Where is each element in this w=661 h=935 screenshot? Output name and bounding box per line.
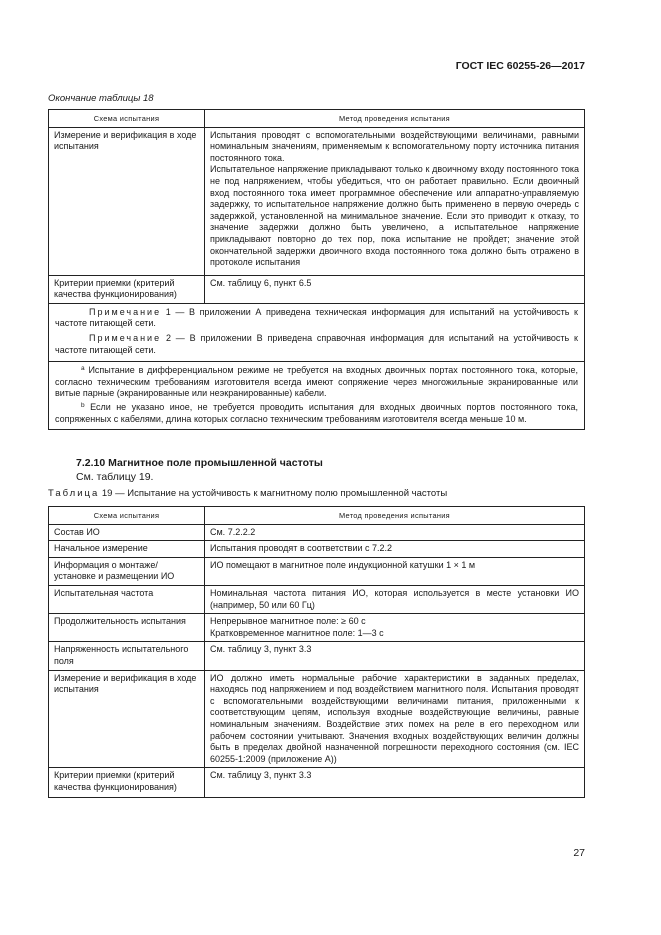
method-cell: См. таблицу 6, пункт 6.5 xyxy=(205,275,585,303)
method-cell: ИО помещают в магнитное поле индукционной катушки 1 × 1 м xyxy=(205,557,585,585)
table-header-row xyxy=(49,110,585,128)
method-cell: См. таблицу 3, пункт 3.3 xyxy=(205,768,585,798)
method-paragraph: Испытательное напряжение прикладывают только к двоичному входу постоянного тока не под напряжением, чтобы убедиться, что он работает правильно. Если двоичный вход постоянного тока имеет программное обеспечение или аппаратно-управляемую задержку, то испытательное напряжение должно быть применено в первую очередь с задержкой, установленной на минимальное значение. Если это приводит к отказу, то значение задержки должно быть увеличено, а испытательное напряжение прикладывают повторно до тех пор, пока испытание не пройдет; значение этой окончательной задержки двоичного входа постоянного тока должно быть отражено в протоколе испытания xyxy=(210,164,579,268)
method-cell: ИО должно иметь нормальные рабочие характеристики в заданных пределах, находясь под напряжением и под воздействием магнитного поля. Испытания проводят с вспомогательными воздействующими величинами питания, приложенными к соответствующим цепям, используя входные воздействующие величины, равные номинальным значениям. Воздействие этих помех на реле в его переходном или рабочем состоянии учитывают. Значения входных воздействующих величин должны быть в пределах двойной назначенной погрешности переходного состояния (см. IEC 60255-1:2009 (приложение А)) xyxy=(205,670,585,768)
scheme-cell: Критерии приемки (критерий качества функционирования) xyxy=(49,768,205,798)
method-cell: Испытания проводят в соответствии с 7.2.2 xyxy=(205,541,585,558)
footnotes-row xyxy=(49,362,585,430)
notes-cell xyxy=(49,303,585,361)
scheme-cell: Испытательная частота xyxy=(49,585,205,613)
method-cell xyxy=(205,127,585,275)
scheme-cell: Измерение и верификация в ходе испытания xyxy=(49,127,205,275)
method-line: Непрерывное магнитное поле: ≥ 60 с xyxy=(210,616,366,627)
table-row xyxy=(49,541,585,558)
scheme-cell: Измерение и верификация в ходе испытания xyxy=(49,670,205,768)
scheme-cell: Критерии приемки (критерий качества функционирования) xyxy=(49,275,205,303)
table19-caption xyxy=(48,488,447,499)
scheme-cell: Продолжительность испытания xyxy=(49,614,205,642)
footnote-b xyxy=(55,402,578,425)
table-row xyxy=(49,127,585,275)
note-label: Примечание xyxy=(89,332,162,343)
table-row xyxy=(49,275,585,303)
page-number: 27 xyxy=(573,847,585,859)
table-row xyxy=(49,768,585,798)
table-row xyxy=(49,557,585,585)
footnote-mark: b xyxy=(81,401,85,409)
footnote-a xyxy=(55,365,578,400)
scheme-cell: Состав ИО xyxy=(49,524,205,541)
method-cell: См. таблицу 3, пункт 3.3 xyxy=(205,642,585,670)
table-title: 19 — Испытание на устойчивость к магнитному полю промышленной частоты xyxy=(101,488,448,499)
table-18 xyxy=(48,109,585,430)
table-row xyxy=(49,670,585,768)
table-row xyxy=(49,524,585,541)
footnotes-cell xyxy=(49,362,585,430)
method-cell xyxy=(205,614,585,642)
scheme-cell: Начальное измерение xyxy=(49,541,205,558)
table-header-row xyxy=(49,507,585,525)
note-2 xyxy=(55,333,578,356)
note-1 xyxy=(55,307,578,330)
table-label: Таблица xyxy=(48,488,100,499)
notes-row xyxy=(49,303,585,361)
table18-continuation-caption: Окончание таблицы 18 xyxy=(48,93,154,104)
scheme-cell: Информация о монтаже/ установке и размещении ИО xyxy=(49,557,205,585)
method-cell: См. 7.2.2.2 xyxy=(205,524,585,541)
scheme-cell: Напряженность испытательного поля xyxy=(49,642,205,670)
note-label: Примечание xyxy=(89,306,162,317)
column-header-scheme: Схема испытания xyxy=(49,110,205,128)
footnote-text: Испытание в дифференциальном режиме не требуется на входных двоичных портах постоянного тока, которые, согласно техническим требованиям изготовителя всегда имеют сопряжение через многожильные экранированные или витые парные (экранированные или неэкранированные) кабели. xyxy=(55,365,578,399)
column-header-scheme: Схема испытания xyxy=(49,507,205,525)
note-text: 2 — В приложении В приведена справочная информация для испытаний на устойчивость к частоте питающей сети. xyxy=(55,332,578,355)
note-text: 1 — В приложении А приведена техническая информация для испытаний на устойчивость к частоте питающей сети. xyxy=(55,306,578,329)
column-header-method: Метод проведения испытания xyxy=(205,507,585,525)
section-text: См. таблицу 19. xyxy=(76,471,154,483)
method-cell: Номинальная частота питания ИО, которая используется в месте установки ИО (например, 50 или 60 Гц) xyxy=(205,585,585,613)
section-heading: 7.2.10 Магнитное поле промышленной частоты xyxy=(76,457,323,469)
method-paragraph: Испытания проводят с вспомогательными воздействующими величинами, равными номинальным значениям, применяемым к вспомогательному порту источника питания постоянного тока. xyxy=(210,129,579,163)
footnote-text: Если не указано иное, не требуется проводить испытания для входных двоичных портов постоянного тока, сопряженных с кабелями, длина которых согласно техническим требованиям изготовителя всегда меньше 10 м. xyxy=(55,401,578,424)
table-19 xyxy=(48,506,585,798)
standard-code: ГОСТ IEC 60255-26—2017 xyxy=(455,60,585,72)
column-header-method: Метод проведения испытания xyxy=(205,110,585,128)
table-row xyxy=(49,642,585,670)
method-line: Кратковременное магнитное поле: 1—3 с xyxy=(210,627,384,638)
table-row xyxy=(49,585,585,613)
table-row xyxy=(49,614,585,642)
footnote-mark: а xyxy=(81,365,85,373)
